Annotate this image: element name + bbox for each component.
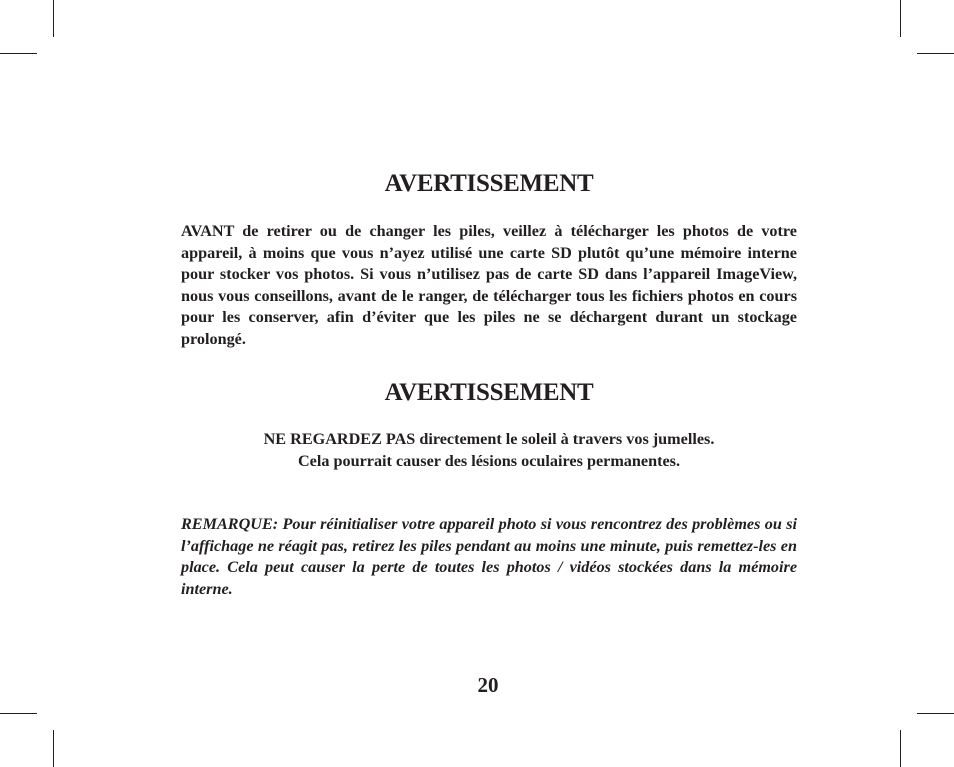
warning-text-batteries: AVANT de retirer ou de changer les piles, veillez à télécharger les photos de votre appareil, à moins que vous n’ayez utilisé une carte SD plutôt qu’une mémoire interne pour stocker vos photos. Si vous n’utilisez pas de carte SD dans l’appareil ImageView, nous vous conseillons, avant de le ranger, de télécharger tous les fichiers photos en cours pour les conserver, afin d’éviter que les piles ne se déchargent durant un stockage prolongé. xyxy=(181,222,797,348)
crop-mark-bottom-left-vertical xyxy=(53,730,54,767)
crop-mark-top-right-vertical xyxy=(900,0,901,37)
crop-mark-top-left-horizontal xyxy=(0,53,37,54)
warning-text-sun-line2: Cela pourrait causer des lésions oculaires permanentes. xyxy=(297,452,681,470)
reset-note: REMARQUE: Pour réinitialiser votre appareil photo si vous rencontrez des problèmes ou si l’affichage ne réagit pas, retirez les piles pendant au moins une minute, puis remettez-les en place. Cela peut causer la perte de toutes les photos / vidéos stockées dans la mémoire interne. xyxy=(181,515,797,598)
crop-mark-bottom-right-vertical xyxy=(900,730,901,767)
page-number: 20 xyxy=(477,673,499,697)
warning-text-sun-line1: NE REGARDEZ PAS directement le soleil à travers vos jumelles. xyxy=(263,430,715,448)
crop-mark-top-left-vertical xyxy=(53,0,54,37)
warning-heading-sun: AVERTISSEMENT xyxy=(384,379,594,406)
crop-mark-top-right-horizontal xyxy=(917,53,954,54)
crop-mark-bottom-right-horizontal xyxy=(917,713,954,714)
crop-mark-bottom-left-horizontal xyxy=(0,713,37,714)
warning-heading-batteries: AVERTISSEMENT xyxy=(384,170,594,197)
